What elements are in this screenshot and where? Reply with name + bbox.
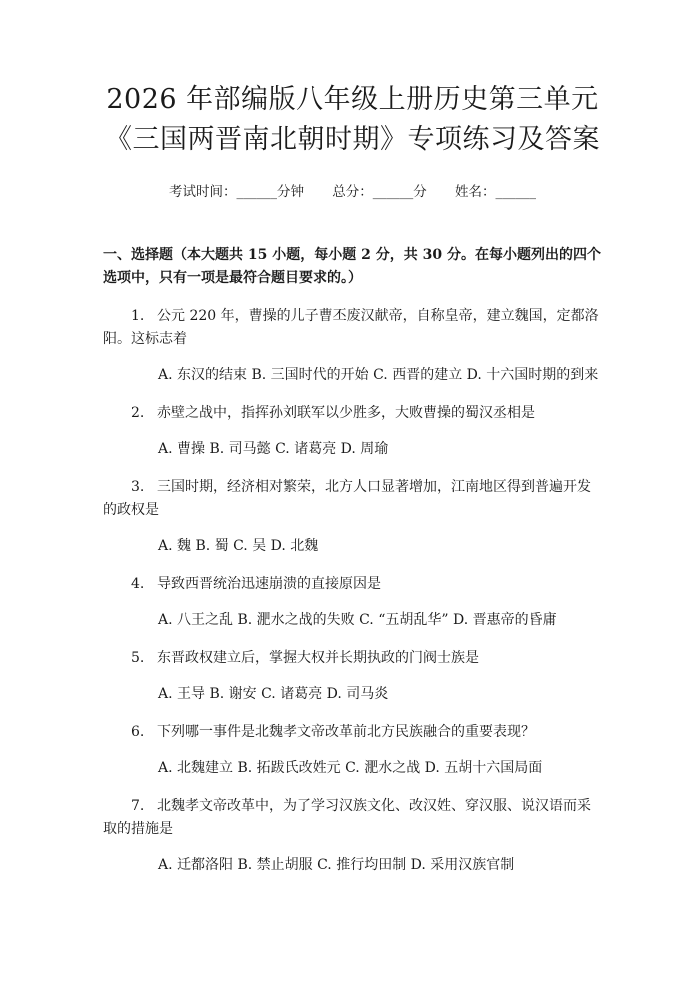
- question-3: [103, 476, 602, 522]
- exam-meta: [103, 182, 602, 202]
- question-number: 6.: [131, 724, 145, 740]
- question-text: 赤壁之战中，指挥孙刘联军以少胜多，大败曹操的蜀汉丞相是: [157, 405, 535, 421]
- question-text: 三国时期，经济相对繁荣，北方人口显著增加，江南地区得到普遍开发的政权是: [103, 479, 591, 518]
- question-1-options: A. 东汉的结束 B. 三国时代的开始 C. 西晋的建立 D. 十六国时期的到来: [158, 367, 599, 383]
- question-text: 导致西晋统治迅速崩溃的直接原因是: [157, 576, 381, 592]
- question-4-options: A. 八王之乱 B. 淝水之战的失败 C. “五胡乱华” D. 晋惠帝的昏庸: [158, 612, 557, 628]
- question-number: 2.: [131, 405, 145, 421]
- question-number: 7.: [131, 798, 145, 814]
- question-number: 4.: [131, 576, 145, 592]
- question-5-options: A. 王导 B. 谢安 C. 诸葛亮 D. 司马炎: [158, 686, 389, 702]
- question-6-options: A. 北魏建立 B. 拓跋氏改姓元 C. 淝水之战 D. 五胡十六国局面: [158, 760, 543, 776]
- question-6: [103, 721, 602, 744]
- question-number: 5.: [131, 650, 145, 666]
- question-2: [103, 402, 602, 425]
- question-1: [103, 305, 602, 351]
- question-5: [103, 647, 602, 670]
- question-7: [103, 795, 602, 841]
- section-heading: 一、选择题（本大题共 15 小题，每小题 2 分，共 30 分。在每小题列出的四个选项中，只有一项是最符合题目要求的。）: [103, 247, 601, 286]
- document-page: [0, 80, 700, 985]
- total-score: 总分：______分: [332, 184, 427, 200]
- question-text: 公元 220 年，曹操的儿子曹丕废汉献帝，自称皇帝，建立魏国，定都洛阳。这标志着: [103, 308, 599, 347]
- question-3-options: A. 魏 B. 蜀 C. 吴 D. 北魏: [158, 538, 319, 554]
- question-text: 东晋政权建立后，掌握大权并长期执政的门阀士族是: [157, 650, 479, 666]
- question-number: 1.: [131, 308, 145, 324]
- document-title: 2026 年部编版八年级上册历史第三单元《三国两晋南北朝时期》专项练习及答案: [105, 84, 600, 155]
- question-4: [103, 573, 602, 596]
- exam-time: 考试时间：______分钟: [168, 184, 304, 200]
- student-name: 姓名：______: [455, 184, 537, 200]
- question-7-options: A. 迁都洛阳 B. 禁止胡服 C. 推行均田制 D. 采用汉族官制: [158, 857, 515, 873]
- question-text: 北魏孝文帝改革中，为了学习汉族文化、改汉姓、穿汉服、说汉语而采取的措施是: [103, 798, 591, 837]
- question-2-options: A. 曹操 B. 司马懿 C. 诸葛亮 D. 周瑜: [158, 441, 389, 457]
- question-text: 下列哪一事件是北魏孝文帝改革前北方民族融合的重要表现？: [157, 724, 535, 740]
- question-number: 3.: [131, 479, 145, 495]
